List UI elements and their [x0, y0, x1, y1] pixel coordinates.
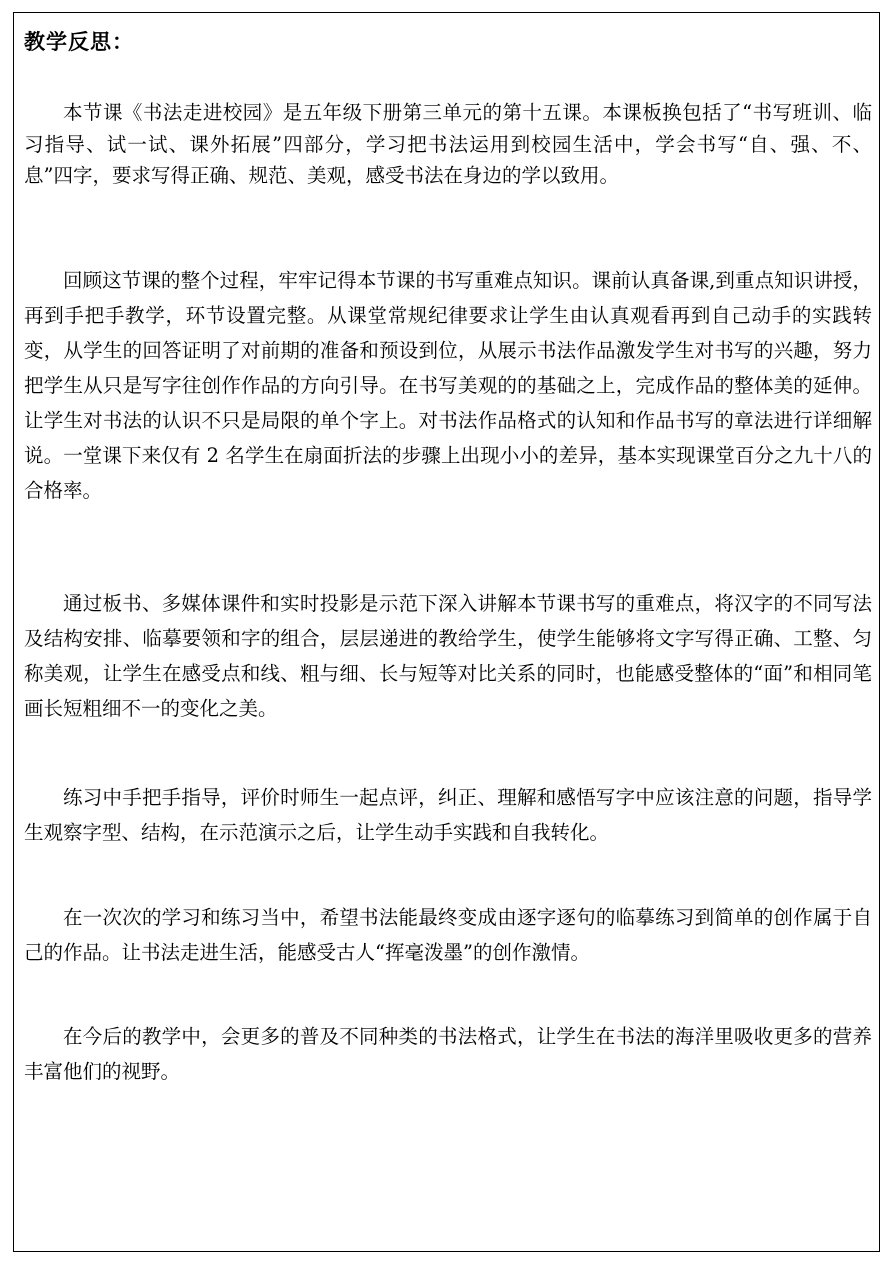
paragraph-lesson-overview: 本节课《书法走进校园》是五年级下册第三单元的第十五课。本课板换包括了“书写班训、临习指导、试一试、课外拓展”四部分，学习把书法运用到校园生活中，学会书写“自、强、不、息”四字，要求写得正确、规范、美观，感受书法在身边的学以致用。 — [24, 101, 872, 187]
paragraph-practice-guidance: 练习中手把手指导，评价时师生一起点评，纠正、理解和感悟写字中应该注意的问题，指导学生观察字型、结构，在示范演示之后，让学生动手实践和自我转化。 — [24, 786, 872, 844]
paragraph-future-plans: 在今后的教学中，会更多的普及不同种类的书法格式，让学生在书法的海洋里吸收更多的营养丰富他们的视野。 — [24, 1025, 872, 1083]
paragraph-hopes: 在一次次的学习和练习当中，希望书法能最终变成由逐字逐句的临摹练习到简单的创作属于自己的作品。让书法走进生活，能感受古人“挥毫泼墨”的创作激情。 — [24, 906, 872, 964]
paragraph-lesson-review: 回顾这节课的整个过程，牢牢记得本节课的书写重难点知识。课前认真备课,到重点知识讲授，再到手把手教学，环节设置完整。从课堂常规纪律要求让学生由认真观看再到自己动手的实践转变，从学生的回答证明了对前期的准备和预设到位，从展示书法作品激发学生对书写的兴趣，努力把学生从只是写字往创作作品的方向引导。在书写美观的的基础之上，完成作品的整体美的延伸。让学生对书法的认识不只是局限的单个字上。对书法作品格式的认知和作品书写的章法进行详细解说。一堂课下来仅有 2 名学生在扇面折法的步骤上出现小小的差异，基本实现课堂百分之九十八的合格率。 — [24, 269, 872, 502]
paragraph-teaching-methods: 通过板书、多媒体课件和实时投影是示范下深入讲解本节课书写的重难点，将汉字的不同写法及结构安排、临摹要领和字的组合，层层递进的教给学生，使学生能够将文字写得正确、工整、匀称美观，让学生在感受点和线、粗与细、长与短等对比关系的同时，也能感受整体的“面”和相同笔画长短粗细不一的变化之美。 — [24, 592, 872, 720]
section-heading: 教学反思： — [24, 29, 134, 54]
reflection-sheet — [13, 12, 880, 1252]
